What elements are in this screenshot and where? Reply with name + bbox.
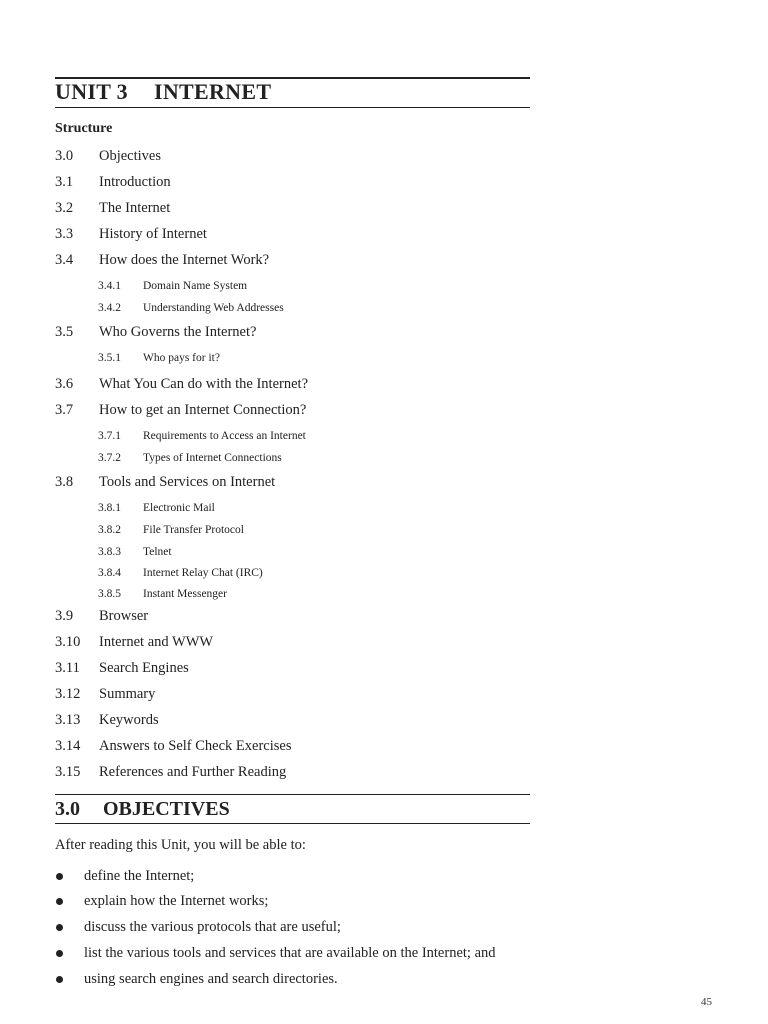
objective-text: using search engines and search directories.: [84, 971, 338, 987]
toc-item-number: 3.12: [55, 686, 81, 702]
toc-item-number: 3.4: [55, 252, 74, 268]
toc-item-title: Electronic Mail: [143, 502, 215, 514]
title-bottom-rule: [55, 107, 530, 108]
toc-item-title: What You Can do with the Internet?: [99, 376, 309, 392]
toc-item-number: 3.8: [55, 474, 74, 490]
toc-item-number: 3.3: [55, 226, 74, 242]
toc-item-number: 3.7.1: [98, 430, 121, 442]
objectives-intro: After reading this Unit, you will be able to:: [55, 837, 306, 853]
toc-item-title: Browser: [99, 608, 149, 624]
toc-item-title: Summary: [99, 686, 156, 702]
unit-heading: [55, 78, 271, 106]
section-number: 3.0: [55, 798, 80, 820]
section-title: OBJECTIVES: [103, 798, 230, 820]
objective-text: list the various tools and services that are available on the Internet; and: [84, 945, 496, 961]
bullet-dot-icon: [56, 898, 63, 905]
structure-label: Structure: [55, 121, 113, 136]
toc-item-number: 3.7: [55, 402, 74, 418]
toc-item-number: 3.7.2: [98, 452, 121, 464]
bullet-dot-icon: [56, 873, 63, 880]
unit-number: UNIT 3: [55, 79, 128, 104]
objective-text: explain how the Internet works;: [84, 893, 269, 909]
toc-item-number: 3.15: [55, 764, 81, 780]
toc-item-title: The Internet: [99, 200, 171, 216]
toc-item-title: Search Engines: [99, 660, 189, 676]
toc-item-title: Instant Messenger: [143, 588, 227, 600]
toc-item-title: Introduction: [99, 174, 171, 190]
toc-item-number: 3.14: [55, 738, 81, 754]
toc-item-number: 3.8.4: [98, 567, 121, 579]
section-top-rule: [55, 794, 530, 795]
toc-item-title: Who pays for it?: [143, 352, 220, 364]
toc-item-title: Telnet: [143, 546, 172, 558]
toc-item-title: Answers to Self Check Exercises: [99, 738, 292, 754]
toc-item-number: 3.6: [55, 376, 74, 392]
toc-item-number: 3.9: [55, 608, 74, 624]
toc-item-number: 3.13: [55, 712, 81, 728]
toc-item-title: Understanding Web Addresses: [143, 302, 284, 314]
bullet-dot-icon: [56, 924, 63, 931]
toc-item-title: Objectives: [99, 148, 162, 164]
toc-item-title: How to get an Internet Connection?: [99, 402, 307, 418]
objective-text: define the Internet;: [84, 868, 195, 884]
toc-item-title: How does the Internet Work?: [99, 252, 270, 268]
toc-item-title: Internet Relay Chat (IRC): [143, 567, 263, 579]
page-number: 45: [701, 996, 712, 1008]
toc-item-number: 3.4.1: [98, 280, 121, 292]
toc-item-title: Types of Internet Connections: [143, 452, 282, 464]
objective-text: discuss the various protocols that are useful;: [84, 919, 341, 935]
toc-item-title: Tools and Services on Internet: [99, 474, 276, 490]
toc-item-number: 3.4.2: [98, 302, 121, 314]
toc-item-title: File Transfer Protocol: [143, 524, 244, 536]
toc-item-title: Internet and WWW: [99, 634, 214, 650]
toc-item-number: 3.1: [55, 174, 74, 190]
toc-item-title: History of Internet: [99, 226, 207, 242]
toc-item-number: 3.2: [55, 200, 74, 216]
toc-item-title: Who Governs the Internet?: [99, 324, 257, 340]
toc-item-title: Domain Name System: [143, 280, 248, 292]
toc-item-title: References and Further Reading: [99, 764, 287, 780]
unit-title: INTERNET: [154, 79, 272, 104]
bullet-dot-icon: [56, 976, 63, 983]
toc-item-number: 3.11: [55, 660, 80, 676]
toc-item-number: 3.8.1: [98, 502, 121, 514]
section-bottom-rule: [55, 823, 530, 824]
toc-item-title: Keywords: [99, 712, 159, 728]
toc-item-number: 3.5.1: [98, 352, 121, 364]
toc-item-number: 3.10: [55, 634, 81, 650]
toc-item-number: 3.8.5: [98, 588, 121, 600]
toc-item-number: 3.8.3: [98, 546, 121, 558]
toc-item-number: 3.8.2: [98, 524, 121, 536]
toc-item-number: 3.5: [55, 324, 74, 340]
toc-item-number: 3.0: [55, 148, 74, 164]
objectives-heading: [55, 796, 230, 822]
toc-item-title: Requirements to Access an Internet: [143, 430, 306, 442]
bullet-dot-icon: [56, 950, 63, 957]
